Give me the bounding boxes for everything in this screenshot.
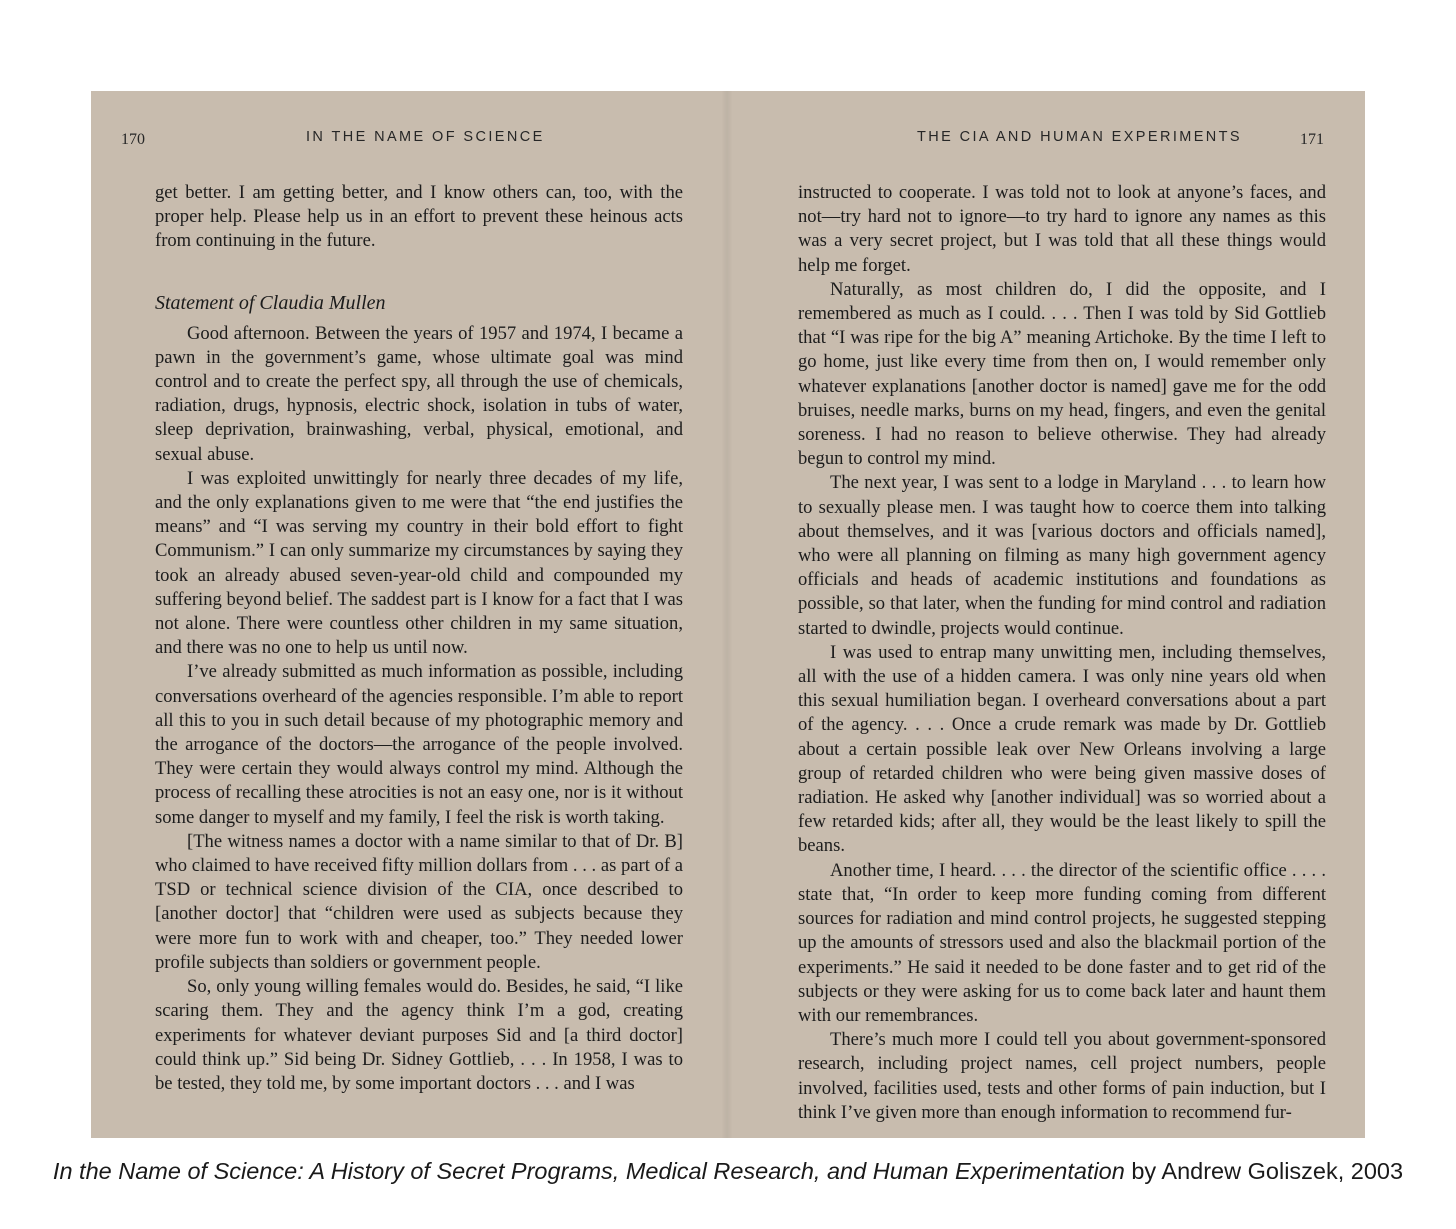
paragraph: I was exploited unwittingly for nearly three decades of my life, and the only explanations given to me were that “the end justifies the means” and “I was serving my country in their bold effort to fight Communism.” I can only summarize my circumstances by saying they took an already abused seven-year-old child and compounded my suffering beyond belief. The saddest part is I know for a fact that I was not alone. There were countless other children in my same situation, and there was no one to help us until now. — [155, 467, 683, 659]
right-page — [727, 91, 1365, 1138]
left-page — [91, 91, 727, 1138]
paragraph: [The witness names a doctor with a name similar to that of Dr. B] who claimed to have received fifty million dollars from . . . as part of a TSD or technical science division of the CIA, once described to [another doctor] that “children were used as subjects because they were more fun to work with and cheaper, too.” They needed lower profile subjects than soldiers or government people. — [155, 830, 683, 973]
page-number: 171 — [1300, 131, 1324, 148]
paragraph: Another time, I heard. . . . the director of the scientific office . . . . state that, “In order to keep more funding coming from different sources for radiation and mind control projects, he suggested stepping up the amounts of stressors used and also the blackmail portion of the experiments.” He said it needed to be done faster and to get rid of the subjects or they were asking for us to come back later and haunt them with our remembrances. — [798, 859, 1326, 1026]
paragraph: I’ve already submitted as much information as possible, including conversations overheard of the agencies responsible. I’m able to report all this to you in such detail because of my photographic memory and the arrogance of the doctors—the arrogance of the people involved. They were certain they would always control my mind. Although the process of recalling these atrocities is not an easy one, nor is it without some danger to myself and my family, I feel the risk is worth taking. — [155, 661, 683, 828]
image-caption — [0, 1158, 1456, 1185]
page-body — [798, 181, 1326, 1125]
paragraph: I was used to entrap many unwitting men, including themselves, all with the use of a hidden camera. I was only nine years old when this sexual humiliation began. I overheard conversations about a part of the agency. . . . Once a crude remark was made by Dr. Gottlieb about a certain possible leak over New Orleans involving a large group of retarded children who were being given massive doses of radiation. He asked why [another individual] was so worried about a few retarded kids; after all, they would be the least likely to spill the beans. — [798, 641, 1326, 857]
page-number: 170 — [121, 131, 145, 148]
book-spread — [91, 91, 1365, 1138]
continued-paragraph: get better. I am getting better, and I know others can, too, with the proper help. Please help us in an effort to prevent these heinous acts from continuing in the future. — [155, 182, 683, 252]
page-body — [155, 181, 683, 1096]
running-header: THE CIA AND HUMAN EXPERIMENTS — [917, 129, 1242, 145]
running-header: IN THE NAME OF SCIENCE — [306, 129, 545, 145]
book-byline: by Andrew Goliszek, 2003 — [1124, 1158, 1404, 1184]
paragraph: Naturally, as most children do, I did the opposite, and I remembered as much as I could. . . . Then I was told by Sid Gottlieb that “I was ripe for the big A” meaning Artichoke. By the time I left to go home, just like every time from then on, I would remember only whatever explanations [another doctor is named] gave me for the odd bruises, needle marks, burns on my head, fingers, and even the genital soreness. I had no reason to believe otherwise. They had already begun to control my mind. — [798, 278, 1326, 470]
paragraph: Good afternoon. Between the years of 1957 and 1974, I became a pawn in the government’s game, whose ultimate goal was mind control and to create the perfect spy, all through the use of chemicals, radiation, drugs, hypnosis, electric shock, isolation in tubs of water, sleep deprivation, brainwashing, verbal, physical, emotional, and sexual abuse. — [155, 322, 683, 465]
paragraph: So, only young willing females would do. Besides, he said, “I like scaring them. They and the agency think I’m a god, creating experiments for whatever deviant purposes Sid and [a third doctor] could think up.” Sid being Dr. Sidney Gottlieb, . . . In 1958, I was to be tested, they told me, by some important doctors . . . and I was — [155, 976, 683, 1094]
continued-paragraph: instructed to cooperate. I was told not to look at anyone’s faces, and not—try hard not to ignore—to try hard to ignore any names as this was a very secret project, but I was told that all these things would help me forget. — [798, 182, 1326, 276]
paragraph: The next year, I was sent to a lodge in Maryland . . . to learn how to sexually please men. I was taught how to coerce them into talking about themselves, and it was [various doctors and officials named], who were all planning on filming as many high government agency officials and heads of academic institutions and foundations as possible, so that later, when the funding for mind control and radiation started to dwindle, projects would continue. — [798, 472, 1326, 639]
book-title: In the Name of Science: A History of Secret Programs, Medical Research, and Human Experimentation — [52, 1158, 1125, 1184]
paragraph: There’s much more I could tell you about government-sponsored research, including project names, cell project numbers, people involved, facilities used, tests and other forms of pain induction, but I think I’ve given more than enough information to recommend fur- — [798, 1029, 1326, 1123]
section-heading: Statement of Claudia Mullen — [155, 291, 386, 314]
